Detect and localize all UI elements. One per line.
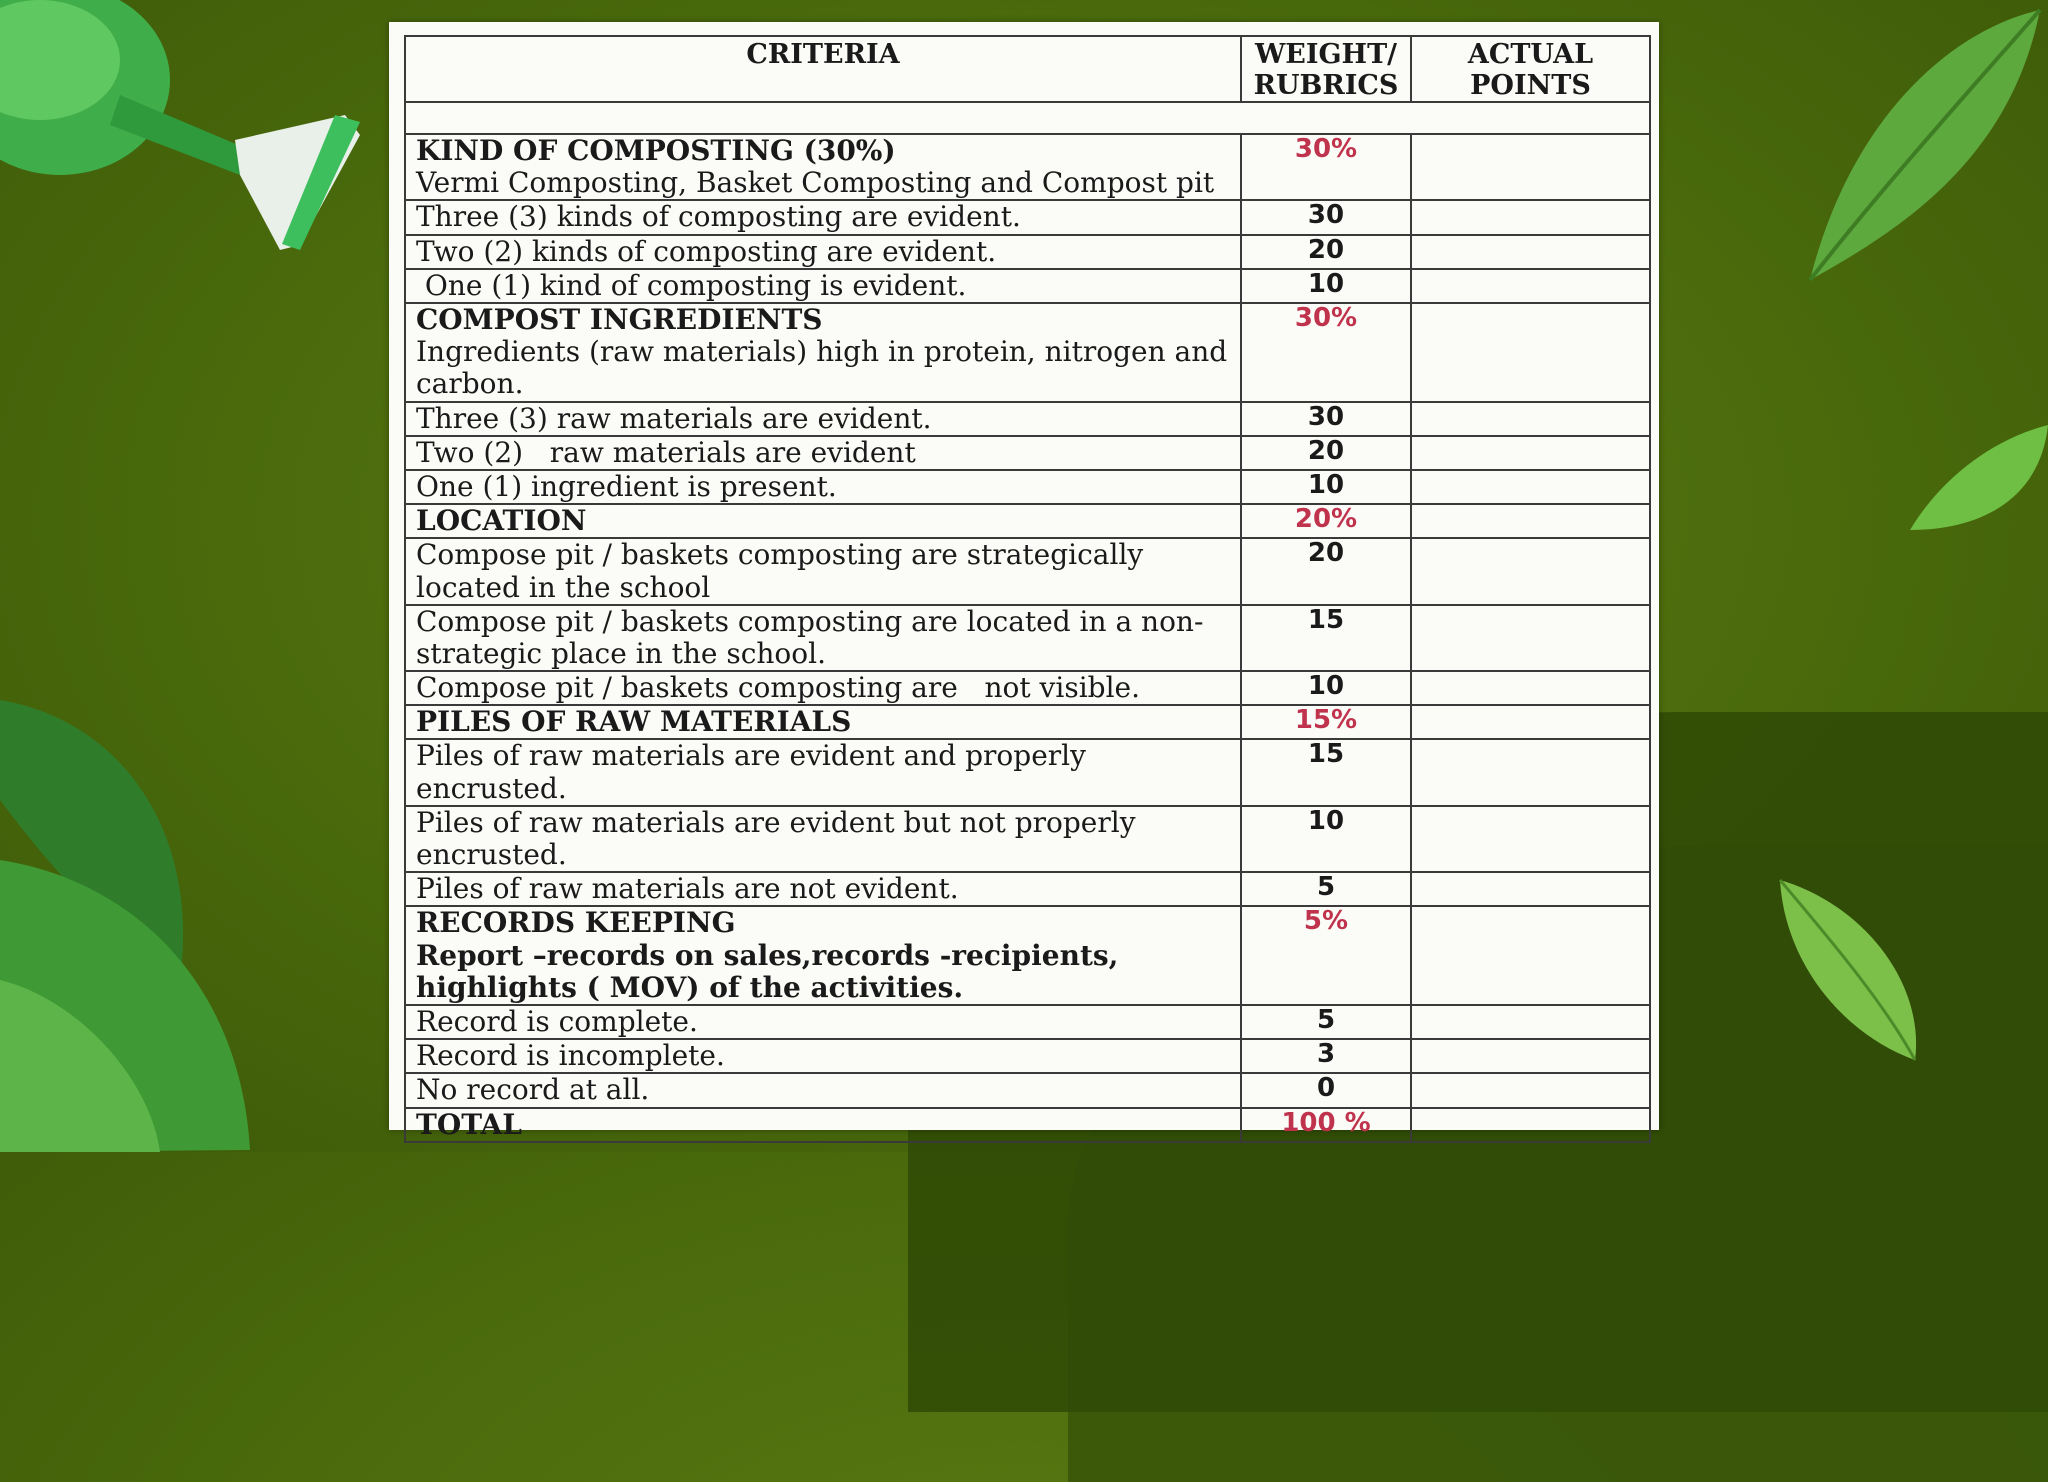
table-row [405,402,1650,436]
section-header-row [405,134,1650,200]
actual-points-cell [1411,402,1650,436]
criterion-text: Piles of raw materials are not evident. [405,872,1241,906]
plant-icon [0,680,300,1152]
criterion-text: Record is incomplete. [405,1039,1241,1073]
criterion-text: One (1) ingredient is present. [405,470,1241,504]
actual-points-cell [1411,200,1650,234]
criterion-points: 20 [1241,436,1411,470]
section-description: Ingredients (raw materials) high in protein, nitrogen and carbon. [416,335,1228,401]
leaf-icon [1790,0,2048,300]
table-row [405,470,1650,504]
total-row [405,1108,1650,1142]
criterion-text: Piles of raw materials are evident but not properly encrusted. [405,806,1241,872]
watering-can-icon [0,0,380,270]
section-description: Report –records on sales,records -recipients, highlights ( MOV) of the activities. [416,938,1119,1004]
section-title: PILES OF RAW MATERIALS [405,705,1241,739]
section-weight: 5% [1241,906,1411,1005]
criterion-points: 20 [1241,538,1411,604]
table-row [405,605,1650,671]
criterion-text: Two (2) raw materials are evident [405,436,1241,470]
criterion-points: 15 [1241,739,1411,805]
actual-points-cell [1411,269,1650,303]
weight-header: WEIGHT/ RUBRICS [1241,36,1411,102]
actual-points-cell [1411,470,1650,504]
header-row [405,36,1650,102]
leaf-icon [1910,420,2048,540]
criterion-text: Compose pit / baskets composting are located in a non-strategic place in the school. [405,605,1241,671]
section-header-row [405,705,1650,739]
total-weight: 100 % [1241,1108,1411,1142]
criterion-points: 10 [1241,470,1411,504]
actual-points-cell [1411,436,1650,470]
actual-points-header: ACTUAL POINTS [1411,36,1650,102]
section-description: Vermi Composting, Basket Composting and Compost pit [416,166,1215,200]
criterion-text: Piles of raw materials are evident and properly encrusted. [405,739,1241,805]
section-title: RECORDS KEEPING [416,906,736,940]
table-row [405,538,1650,604]
actual-points-cell [1411,134,1650,200]
actual-points-cell [1411,538,1650,604]
section-header-row [405,504,1650,538]
section-title: COMPOST INGREDIENTS [416,303,823,337]
criterion-text: Record is complete. [405,1005,1241,1039]
criterion-points: 5 [1241,872,1411,906]
table-row [405,739,1650,805]
actual-points-cell [1411,1039,1650,1073]
criterion-points: 30 [1241,402,1411,436]
criterion-points: 10 [1241,806,1411,872]
table-row [405,235,1650,269]
criterion-points: 20 [1241,235,1411,269]
actual-points-cell [1411,872,1650,906]
section-weight: 15% [1241,705,1411,739]
criterion-points: 0 [1241,1073,1411,1107]
table-row [405,436,1650,470]
criterion-text: Compose pit / baskets composting are strategically located in the school [405,538,1241,604]
actual-points-cell [1411,671,1650,705]
actual-points-cell [1411,303,1650,402]
criterion-points: 5 [1241,1005,1411,1039]
section-header-row [405,303,1650,402]
criterion-text: Compose pit / baskets composting are not visible. [405,671,1241,705]
actual-points-cell [1411,705,1650,739]
total-label: TOTAL [405,1108,1241,1142]
criterion-text: Three (3) raw materials are evident. [405,402,1241,436]
table-row [405,671,1650,705]
table-row [405,872,1650,906]
criterion-text: No record at all. [405,1073,1241,1107]
table-row [405,1005,1650,1039]
table-row [405,806,1650,872]
criterion-text: One (1) kind of composting is evident. [405,269,1241,303]
actual-points-cell [1411,605,1650,671]
section-weight: 20% [1241,504,1411,538]
table-row [405,1039,1650,1073]
section-weight: 30% [1241,303,1411,402]
actual-points-cell [1411,235,1650,269]
spacer-row [405,102,1650,134]
rubric-document [389,22,1659,1141]
criterion-text: Three (3) kinds of composting are evident. [405,200,1241,234]
actual-points-cell [1411,1073,1650,1107]
actual-points-cell [1411,906,1650,1005]
criterion-points: 30 [1241,200,1411,234]
rubric-table [404,35,1651,1143]
criterion-text: Two (2) kinds of composting are evident. [405,235,1241,269]
section-weight: 30% [1241,134,1411,200]
section-title: KIND OF COMPOSTING (30%) [416,134,896,168]
leaf-icon [1775,875,1925,1065]
criterion-points: 15 [1241,605,1411,671]
actual-points-cell [1411,1005,1650,1039]
actual-points-cell [1411,739,1650,805]
table-row [405,1073,1650,1107]
table-row [405,269,1650,303]
actual-points-cell [1411,504,1650,538]
criterion-points: 10 [1241,671,1411,705]
section-header-row [405,906,1650,1005]
criterion-points: 10 [1241,269,1411,303]
actual-points-cell [1411,1108,1650,1142]
criteria-header: CRITERIA [405,36,1241,102]
criterion-points: 3 [1241,1039,1411,1073]
actual-points-cell [1411,806,1650,872]
section-title: LOCATION [405,504,1241,538]
table-row [405,200,1650,234]
